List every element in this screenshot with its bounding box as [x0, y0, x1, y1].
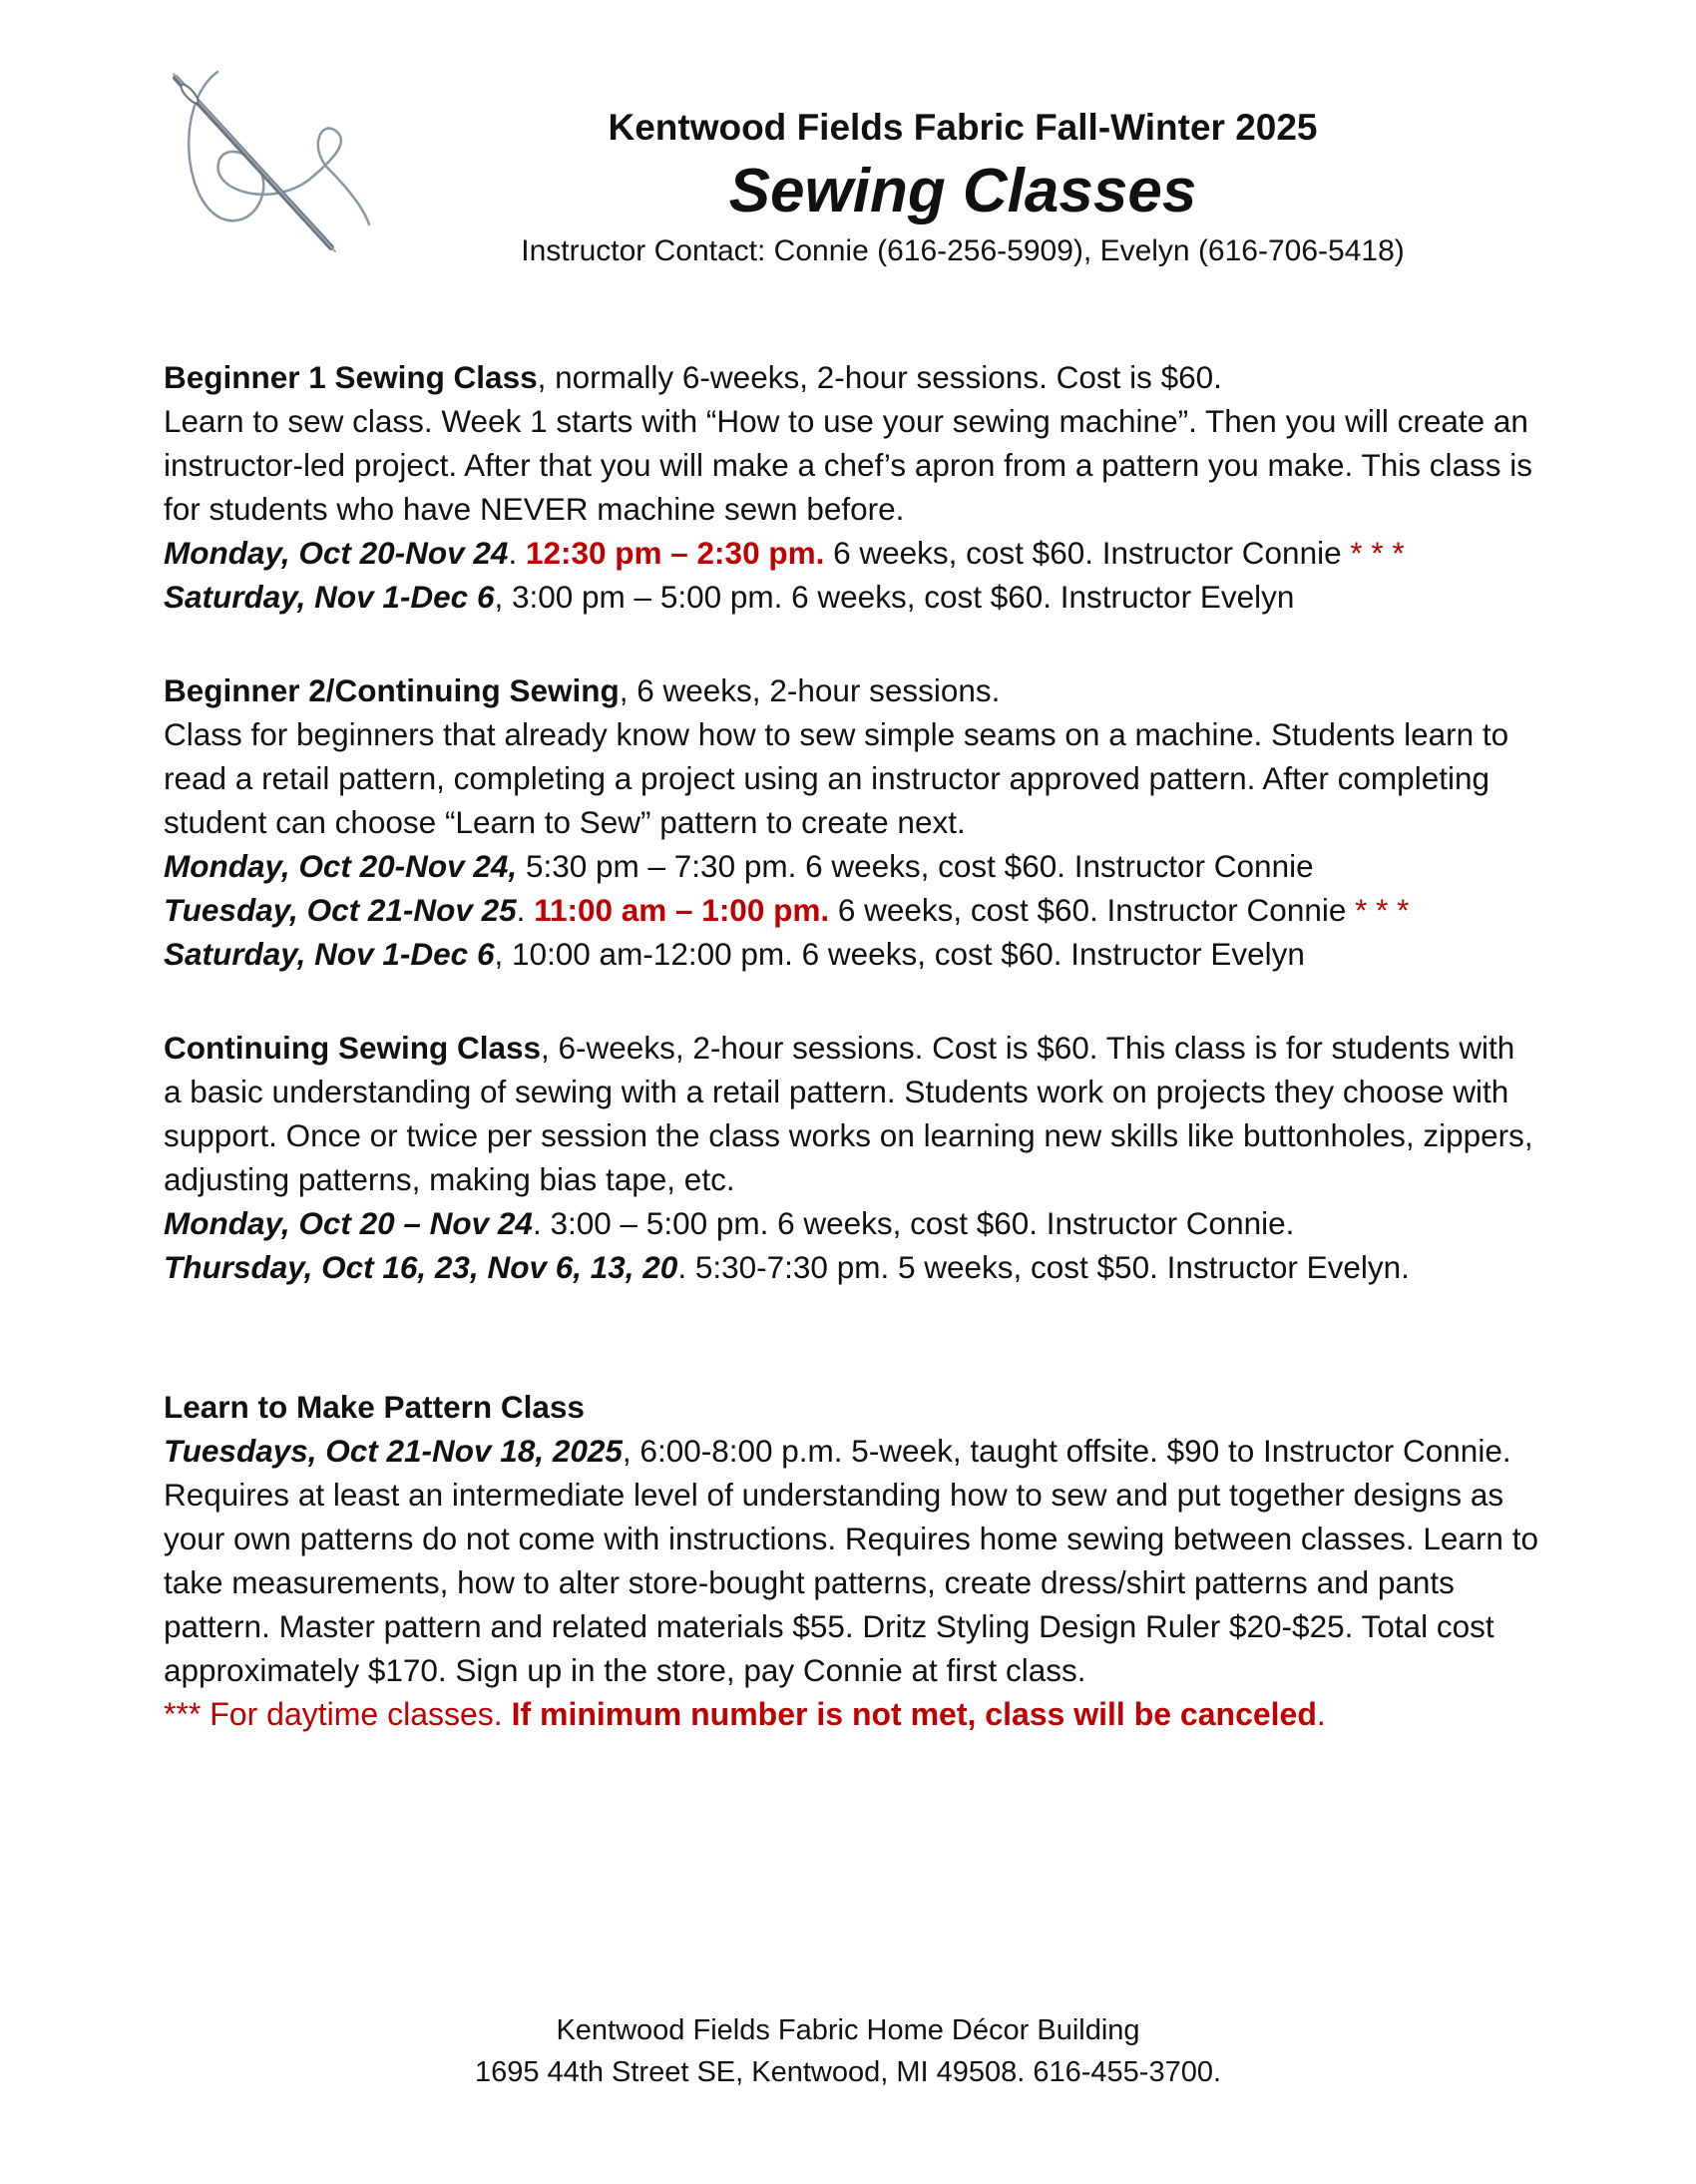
session-details: , 3:00 pm – 5:00 pm. 6 weeks, cost $60. Instructor Evelyn — [494, 579, 1295, 615]
beginner-1-title: Beginner 1 Sewing Class — [164, 359, 538, 395]
instructor-contact: Instructor Contact: Connie (616-256-5909), Evelyn (616-706-5418) — [521, 234, 1405, 267]
header — [439, 104, 1486, 271]
pattern-details — [164, 1429, 1540, 1692]
cancellation-note — [164, 1692, 1540, 1736]
section-beginner-1 — [164, 355, 1540, 619]
session-sep: . — [508, 535, 526, 571]
pattern-title: Learn to Make Pattern Class — [164, 1389, 585, 1425]
beginner-2-description: Class for beginners that already know how to sew simple seams on a machine. Students learn to read a retail pattern, completing a project using an instructor approved pattern. After completing student can choose “Learn to Sew” pattern to create next. — [164, 716, 1509, 840]
section-pattern — [164, 1385, 1540, 1692]
beginner-1-description: Learn to sew class. Week 1 starts with “How to use your sewing machine”. Then you will create an instructor-led project. After that you will make a chef’s apron from a pattern you make. This class is for students who have NEVER machine sewn before. — [164, 403, 1533, 527]
beginner-1-session-saturday — [164, 575, 1540, 619]
continuing-title: Continuing Sewing Class — [164, 1030, 542, 1066]
beginner-2-title: Beginner 2/Continuing Sewing — [164, 672, 620, 708]
session-day: Monday, Oct 20 – Nov 24 — [164, 1205, 533, 1241]
beginner-2-intro — [164, 668, 1540, 712]
header-subtitle: Kentwood Fields Fabric Fall-Winter 2025 — [608, 107, 1318, 148]
needle-and-thread-icon — [160, 60, 379, 259]
session-day: Saturday, Nov 1-Dec 6 — [164, 936, 495, 972]
note-suffix: . — [1316, 1696, 1326, 1732]
session-day: Tuesday, Oct 21-Nov 25 — [164, 892, 517, 928]
session-sep: . — [516, 892, 535, 928]
pattern-description: , 6:00-8:00 p.m. 5-week, taught offsite. $90 to Instructor Connie. Requires at least an intermediate level of understanding how to sew and put together designs as your own patterns do not come with instructions. Requires home sewing between classes. Learn to take measurements, how to alter store-bought patterns, create dress/shirt patterns and pants pattern. Master pattern and related materials $55. Dritz Styling Design Ruler $20-$25. Total cost approximately $170. Sign up in the store, pay Connie at first class. — [164, 1433, 1538, 1688]
beginner-2-session-saturday — [164, 932, 1540, 976]
continuing-summary: , 6-weeks, 2-hour sessions. Cost is $60. This class is for students with a basic understanding of sewing with a retail pattern. Students work on projects they choose with support. Once or twice per session the class works on learning new skills like buttonholes, zippers, adjusting patterns, making bias tape, etc. — [164, 1030, 1533, 1197]
beginner-2-summary: , 6 weeks, 2-hour sessions. — [619, 672, 1001, 708]
session-details: . 3:00 – 5:00 pm. 6 weeks, cost $60. Instructor Connie. — [532, 1205, 1295, 1241]
daytime-marker: * * * — [1346, 892, 1410, 928]
section-beginner-2 — [164, 668, 1540, 976]
beginner-2-session-monday — [164, 844, 1540, 888]
note-warning: If minimum number is not met, class will be canceled — [511, 1696, 1317, 1732]
note-prefix: *** For daytime classes. — [164, 1696, 512, 1732]
footer-store-name: Kentwood Fields Fabric Home Décor Building — [556, 2014, 1140, 2046]
class-list — [164, 355, 1540, 1736]
session-details: 6 weeks, cost $60. Instructor Connie — [829, 892, 1347, 928]
session-day: Tuesdays, Oct 21-Nov 18, 2025 — [164, 1433, 623, 1469]
footer — [0, 2009, 1696, 2093]
session-details: , 10:00 am-12:00 pm. 6 weeks, cost $60. Instructor Evelyn — [494, 936, 1305, 972]
beginner-2-session-tuesday — [164, 888, 1540, 932]
section-continuing — [164, 1026, 1540, 1289]
daytime-marker: * * * — [1341, 535, 1405, 571]
beginner-1-summary: , normally 6-weeks, 2-hour sessions. Cost is $60. — [537, 359, 1222, 395]
session-day: Monday, Oct 20-Nov 24 — [164, 535, 509, 571]
page-title: Sewing Classes — [728, 157, 1197, 225]
continuing-intro — [164, 1026, 1540, 1201]
session-day: Monday, Oct 20-Nov 24, — [164, 848, 518, 884]
beginner-1-session-monday — [164, 531, 1540, 575]
session-details: 6 weeks, cost $60. Instructor Connie — [824, 535, 1342, 571]
session-time-highlight: 11:00 am – 1:00 pm. — [534, 892, 830, 928]
session-details: 5:30 pm – 7:30 pm. 6 weeks, cost $60. Instructor Connie — [517, 848, 1314, 884]
session-details: . 5:30-7:30 pm. 5 weeks, cost $50. Instructor Evelyn. — [677, 1249, 1410, 1285]
footer-address: 1695 44th Street SE, Kentwood, MI 49508. 616-455-3700. — [474, 2056, 1222, 2088]
continuing-session-monday — [164, 1201, 1540, 1245]
session-day: Saturday, Nov 1-Dec 6 — [164, 579, 495, 615]
beginner-1-intro — [164, 355, 1540, 399]
continuing-session-thursday — [164, 1245, 1540, 1289]
session-time-highlight: 12:30 pm – 2:30 pm. — [525, 535, 825, 571]
session-day: Thursday, Oct 16, 23, Nov 6, 13, 20 — [164, 1249, 678, 1285]
